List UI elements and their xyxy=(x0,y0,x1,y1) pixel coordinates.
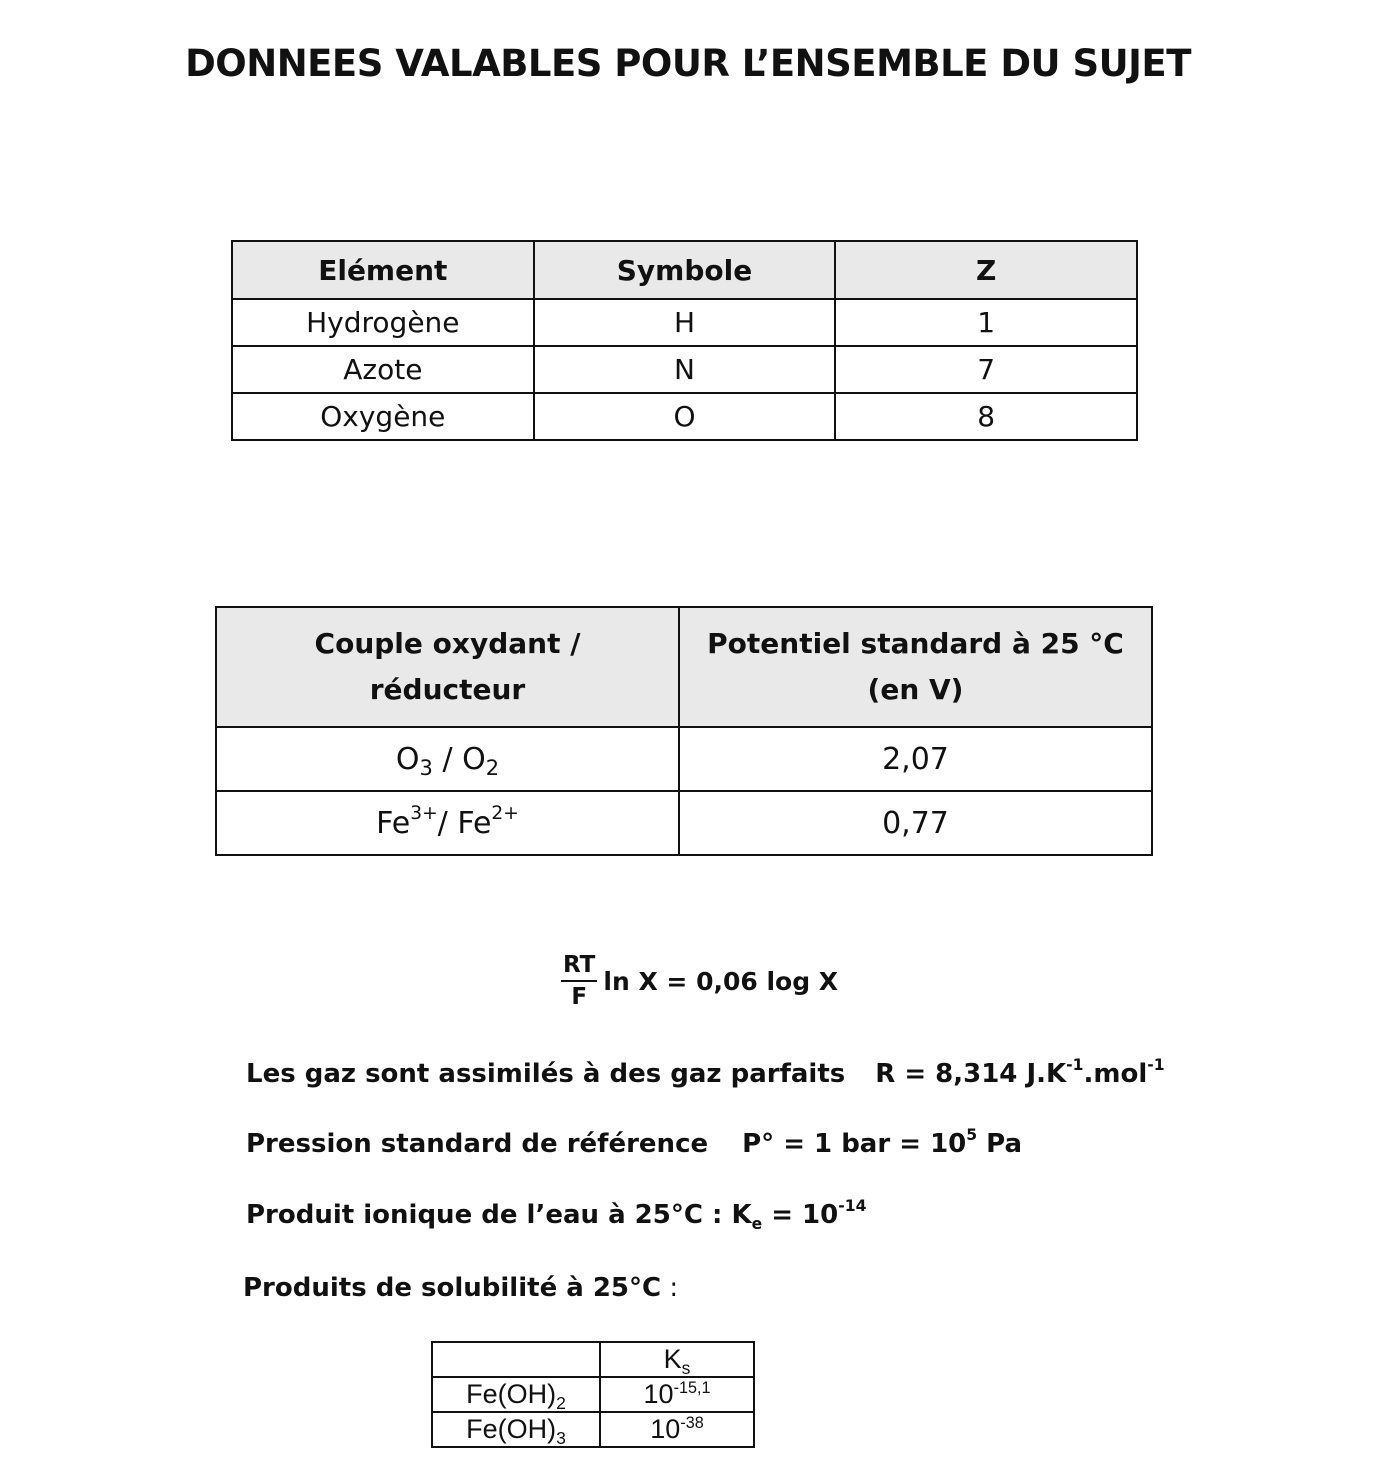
elements-table xyxy=(231,240,1138,441)
table-row xyxy=(216,727,1152,791)
header-symbol: Symbole xyxy=(534,241,836,299)
water-text: Produit ionique de l’eau à 25°C : K xyxy=(246,1200,752,1230)
ks-base: 10 xyxy=(650,1414,681,1444)
solubility-label: Produits de solubilité à 25°C xyxy=(243,1273,662,1303)
fraction-denominator: F xyxy=(571,984,588,1010)
ox-charge: 3+ xyxy=(410,802,438,824)
table-row xyxy=(216,791,1152,855)
solubility-colon: : xyxy=(661,1273,679,1303)
redox-table xyxy=(215,606,1153,856)
table-header-row xyxy=(216,607,1152,727)
header-element: Elément xyxy=(232,241,534,299)
cell-ks xyxy=(600,1377,754,1412)
ox-symbol: O xyxy=(395,741,420,777)
ks-symbol: K xyxy=(663,1344,682,1374)
header-potential-line2: (en V) xyxy=(867,673,964,706)
fraction-numerator: RT xyxy=(561,952,597,982)
gas-r-prefix: R = 8,314 J.K xyxy=(875,1059,1067,1089)
fraction xyxy=(561,952,597,1010)
compound-subscript: 2 xyxy=(556,1393,566,1413)
red-subscript: 2 xyxy=(485,755,500,780)
cell-compound xyxy=(432,1412,600,1447)
table-row xyxy=(232,299,1137,346)
couple-separator: / xyxy=(432,741,463,777)
red-symbol: O xyxy=(462,741,486,777)
compound-name: Fe(OH) xyxy=(466,1414,557,1444)
pressure-text: Pression standard de référence xyxy=(246,1129,709,1159)
table-header-row xyxy=(432,1342,754,1377)
water-exp: -14 xyxy=(838,1197,867,1215)
cell-compound xyxy=(432,1377,600,1412)
cell-symbol: O xyxy=(534,393,836,440)
table-row xyxy=(432,1412,754,1447)
header-potential-line1: Potentiel standard à 25 °C xyxy=(707,627,1124,660)
gas-r-exp2: -1 xyxy=(1147,1056,1165,1074)
red-symbol: Fe xyxy=(457,805,492,841)
pressure-suffix: Pa xyxy=(977,1129,1023,1159)
cell-couple xyxy=(216,727,679,791)
ox-subscript: 3 xyxy=(419,755,433,780)
cell-symbol: H xyxy=(534,299,836,346)
gas-text: Les gaz sont assimilés à des gaz parfaits xyxy=(246,1059,846,1089)
table-header-row xyxy=(232,241,1137,299)
table-row xyxy=(232,346,1137,393)
ox-symbol: Fe xyxy=(376,805,411,841)
gas-r-exp1: -1 xyxy=(1066,1056,1084,1074)
cell-z: 1 xyxy=(835,299,1137,346)
nernst-formula xyxy=(561,952,838,1010)
header-ks xyxy=(600,1342,754,1377)
formula-rest: ln X = 0,06 log X xyxy=(603,966,839,996)
cell-element: Azote xyxy=(232,346,534,393)
header-couple-line1: Couple oxydant / xyxy=(314,627,581,660)
header-potential xyxy=(679,607,1152,727)
header-z: Z xyxy=(835,241,1137,299)
cell-potential: 2,07 xyxy=(679,727,1152,791)
cell-couple xyxy=(216,791,679,855)
ks-exponent: -15,1 xyxy=(673,1379,711,1397)
cell-z: 8 xyxy=(835,393,1137,440)
header-couple-line2: réducteur xyxy=(369,673,526,706)
solubility-heading xyxy=(243,1273,678,1303)
page-title: DONNEES VALABLES POUR L’ENSEMBLE DU SUJET xyxy=(185,42,1191,85)
cell-element: Oxygène xyxy=(232,393,534,440)
header-couple xyxy=(216,607,679,727)
water-sub: e xyxy=(751,1215,763,1233)
cell-element: Hydrogène xyxy=(232,299,534,346)
ks-exponent: -38 xyxy=(680,1414,704,1432)
cell-symbol: N xyxy=(534,346,836,393)
solubility-table xyxy=(431,1341,755,1448)
pressure-prefix: P° = 1 bar = 10 xyxy=(742,1129,967,1159)
header-empty xyxy=(432,1342,600,1377)
table-row xyxy=(432,1377,754,1412)
ks-subscript: s xyxy=(681,1358,691,1378)
pressure-line xyxy=(246,1126,1023,1159)
ks-base: 10 xyxy=(643,1379,674,1409)
cell-z: 7 xyxy=(835,346,1137,393)
cell-ks xyxy=(600,1412,754,1447)
water-mid: = 10 xyxy=(762,1200,839,1230)
pressure-exp: 5 xyxy=(966,1126,978,1144)
compound-subscript: 3 xyxy=(556,1428,566,1448)
gas-r-mid: .mol xyxy=(1083,1059,1148,1089)
compound-name: Fe(OH) xyxy=(466,1379,557,1409)
table-row xyxy=(232,393,1137,440)
water-ionic-product-line xyxy=(246,1197,867,1233)
red-charge: 2+ xyxy=(491,802,519,824)
gas-constant-line xyxy=(246,1056,1165,1089)
couple-separator: / xyxy=(437,805,458,841)
cell-potential: 0,77 xyxy=(679,791,1152,855)
